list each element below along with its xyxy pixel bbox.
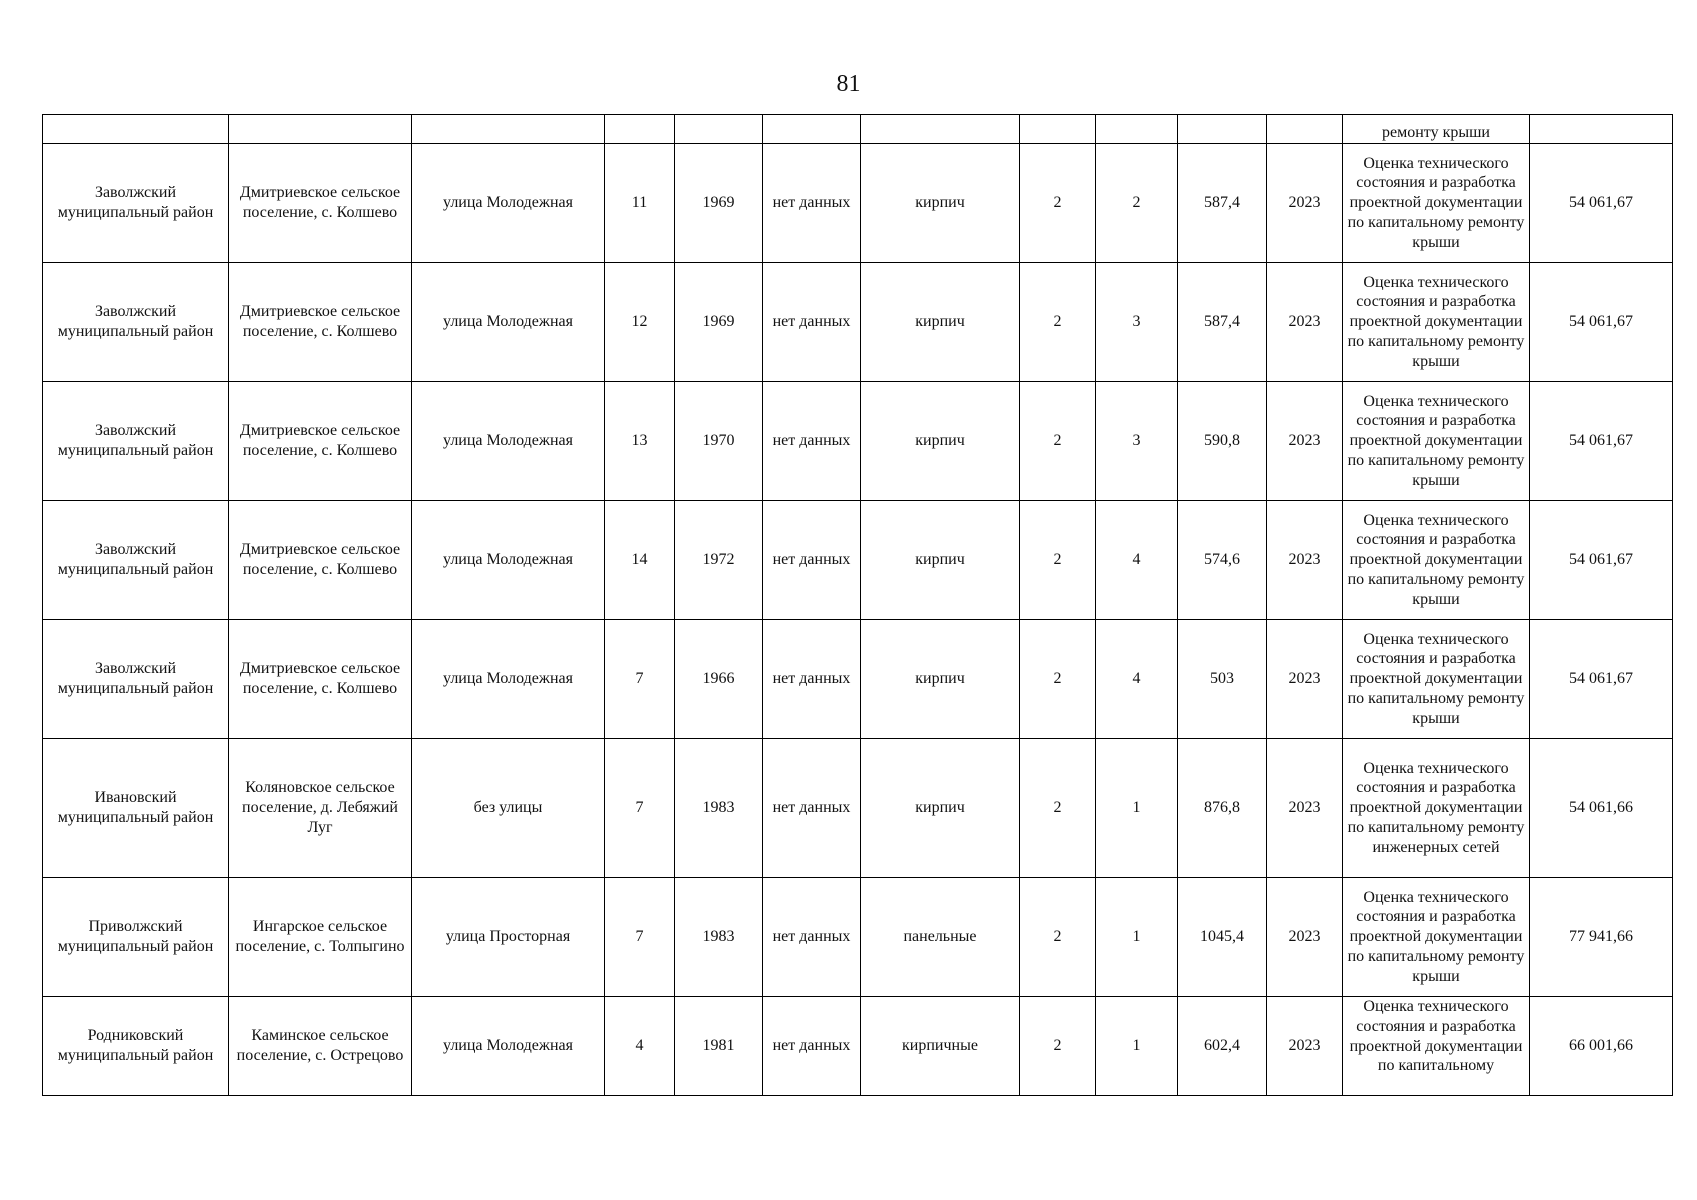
cell-house-number: 12	[605, 263, 675, 382]
cell-street: улица Молодежная	[412, 144, 605, 263]
cell-settlement: Дмитриевское сельское поселение, с. Колшево	[229, 382, 412, 501]
cell-col9: 4	[1096, 620, 1178, 739]
cell-district: Заволжский муниципальный район	[43, 501, 229, 620]
cell-settlement: Каминское сельское поселение, с. Острецово	[229, 997, 412, 1096]
cell-col9: 4	[1096, 501, 1178, 620]
cell-street: улица Молодежная	[412, 501, 605, 620]
cell-wall-material: кирпич	[861, 739, 1020, 878]
cell-wall-material: кирпич	[861, 263, 1020, 382]
cell-year: 2023	[1267, 620, 1343, 739]
cell-amount: 54 061,67	[1530, 501, 1673, 620]
cell-year-built: 1970	[675, 382, 763, 501]
housing-table	[42, 114, 1673, 1096]
cell-year: 2023	[1267, 997, 1343, 1096]
cell-year-built: 1969	[675, 144, 763, 263]
cell-street: улица Молодежная	[412, 620, 605, 739]
cell-year: 2023	[1267, 501, 1343, 620]
cell-wall-material: кирпич	[861, 382, 1020, 501]
cell-col6: нет данных	[763, 382, 861, 501]
cell-col9: 1	[1096, 739, 1178, 878]
table-row	[43, 739, 1673, 878]
table-row	[43, 620, 1673, 739]
cell-work: Оценка технического состояния и разработка проектной документации по капитальному ремонту инженерных сетей	[1343, 739, 1530, 878]
cell-col9: 1	[1096, 878, 1178, 997]
cell-col9: 3	[1096, 263, 1178, 382]
cell-work: Оценка технического состояния и разработка проектной документации по капитальному ремонту крыши	[1343, 620, 1530, 739]
cell-col8: 2	[1020, 997, 1096, 1096]
cell-wall-material: панельные	[861, 878, 1020, 997]
cell-year: 2023	[1267, 739, 1343, 878]
cell-amount: 54 061,67	[1530, 263, 1673, 382]
cell-year-built: 1983	[675, 878, 763, 997]
cell-settlement: Дмитриевское сельское поселение, с. Колшево	[229, 501, 412, 620]
cell-district: Заволжский муниципальный район	[43, 263, 229, 382]
cell-col6: нет данных	[763, 997, 861, 1096]
cell-col6: нет данных	[763, 739, 861, 878]
cell-col8: 2	[1020, 620, 1096, 739]
cell-street: без улицы	[412, 739, 605, 878]
cell-year: 2023	[1267, 878, 1343, 997]
cell-area: 1045,4	[1178, 878, 1267, 997]
table-row	[43, 263, 1673, 382]
cell-area: 590,8	[1178, 382, 1267, 501]
table-row	[43, 878, 1673, 997]
table-row	[43, 997, 1673, 1096]
cell-district: Приволжский муниципальный район	[43, 878, 229, 997]
cell-col6: нет данных	[763, 501, 861, 620]
table-row-continuation	[43, 115, 1673, 144]
cell-col8: 2	[1020, 739, 1096, 878]
cell-district: Ивановский муниципальный район	[43, 739, 229, 878]
cell-area: 503	[1178, 620, 1267, 739]
table-row	[43, 382, 1673, 501]
cell-col8: 2	[1020, 382, 1096, 501]
cell-work: Оценка технического состояния и разработка проектной документации по капитальному ремонту крыши	[1343, 144, 1530, 263]
cell-settlement: Дмитриевское сельское поселение, с. Колшево	[229, 263, 412, 382]
cell-house-number: 13	[605, 382, 675, 501]
cell-work: ремонту крыши	[1343, 115, 1530, 144]
cell-year-built: 1966	[675, 620, 763, 739]
cell-area: 587,4	[1178, 263, 1267, 382]
cell-amount: 54 061,67	[1530, 620, 1673, 739]
cell-district: Заволжский муниципальный район	[43, 144, 229, 263]
cell-work-text: Оценка технического состояния и разработка проектной документации по капитальному	[1349, 998, 1523, 1075]
cell-settlement: Коляновское сельское поселение, д. Лебяжий Луг	[229, 739, 412, 878]
cell-col9: 1	[1096, 997, 1178, 1096]
cell-area: 574,6	[1178, 501, 1267, 620]
cell-settlement: Дмитриевское сельское поселение, с. Колшево	[229, 620, 412, 739]
cell-house-number: 4	[605, 997, 675, 1096]
table-row	[43, 144, 1673, 263]
cell-col6: нет данных	[763, 620, 861, 739]
cell-settlement: Ингарское сельское поселение, с. Толпыгино	[229, 878, 412, 997]
cell-col8: 2	[1020, 501, 1096, 620]
table-body	[43, 115, 1673, 1096]
cell-year-built: 1972	[675, 501, 763, 620]
cell-area: 602,4	[1178, 997, 1267, 1096]
cell-year: 2023	[1267, 144, 1343, 263]
cell-work: Оценка технического состояния и разработка проектной документации по капитальному ремонту крыши	[1343, 382, 1530, 501]
cell-col6: нет данных	[763, 144, 861, 263]
cell-col8: 2	[1020, 263, 1096, 382]
cell-year-built: 1981	[675, 997, 763, 1096]
cell-area: 876,8	[1178, 739, 1267, 878]
cell-street: улица Просторная	[412, 878, 605, 997]
cell-street: улица Молодежная	[412, 382, 605, 501]
cell-house-number: 7	[605, 620, 675, 739]
page-number: 81	[836, 71, 861, 97]
cell-col8: 2	[1020, 878, 1096, 997]
table-row	[43, 501, 1673, 620]
cell-amount: 54 061,66	[1530, 739, 1673, 878]
cell-col6: нет данных	[763, 878, 861, 997]
cell-col9: 3	[1096, 382, 1178, 501]
cell-work: Оценка технического состояния и разработка проектной документации по капитальному ремонту крыши	[1343, 878, 1530, 997]
cell-wall-material: кирпичные	[861, 997, 1020, 1096]
cell-wall-material: кирпич	[861, 620, 1020, 739]
cell-amount: 54 061,67	[1530, 144, 1673, 263]
cell-year-built: 1983	[675, 739, 763, 878]
cell-house-number: 14	[605, 501, 675, 620]
cell-work	[1343, 997, 1530, 1096]
cell-district: Заволжский муниципальный район	[43, 382, 229, 501]
cell-col9: 2	[1096, 144, 1178, 263]
cell-settlement: Дмитриевское сельское поселение, с. Колшево	[229, 144, 412, 263]
cell-year: 2023	[1267, 382, 1343, 501]
cell-house-number: 7	[605, 878, 675, 997]
cell-amount: 77 941,66	[1530, 878, 1673, 997]
cell-wall-material: кирпич	[861, 144, 1020, 263]
cell-amount: 66 001,66	[1530, 997, 1673, 1096]
cell-wall-material: кирпич	[861, 501, 1020, 620]
cell-work: Оценка технического состояния и разработка проектной документации по капитальному ремонту крыши	[1343, 501, 1530, 620]
cell-year: 2023	[1267, 263, 1343, 382]
cell-house-number: 7	[605, 739, 675, 878]
cell-col6: нет данных	[763, 263, 861, 382]
cell-area: 587,4	[1178, 144, 1267, 263]
cell-amount: 54 061,67	[1530, 382, 1673, 501]
cell-district: Родниковский муниципальный район	[43, 997, 229, 1096]
cell-house-number: 11	[605, 144, 675, 263]
cell-work: Оценка технического состояния и разработка проектной документации по капитальному ремонту крыши	[1343, 263, 1530, 382]
cell-col8: 2	[1020, 144, 1096, 263]
cell-district: Заволжский муниципальный район	[43, 620, 229, 739]
cell-year-built: 1969	[675, 263, 763, 382]
cell-street: улица Молодежная	[412, 263, 605, 382]
cell-street: улица Молодежная	[412, 997, 605, 1096]
